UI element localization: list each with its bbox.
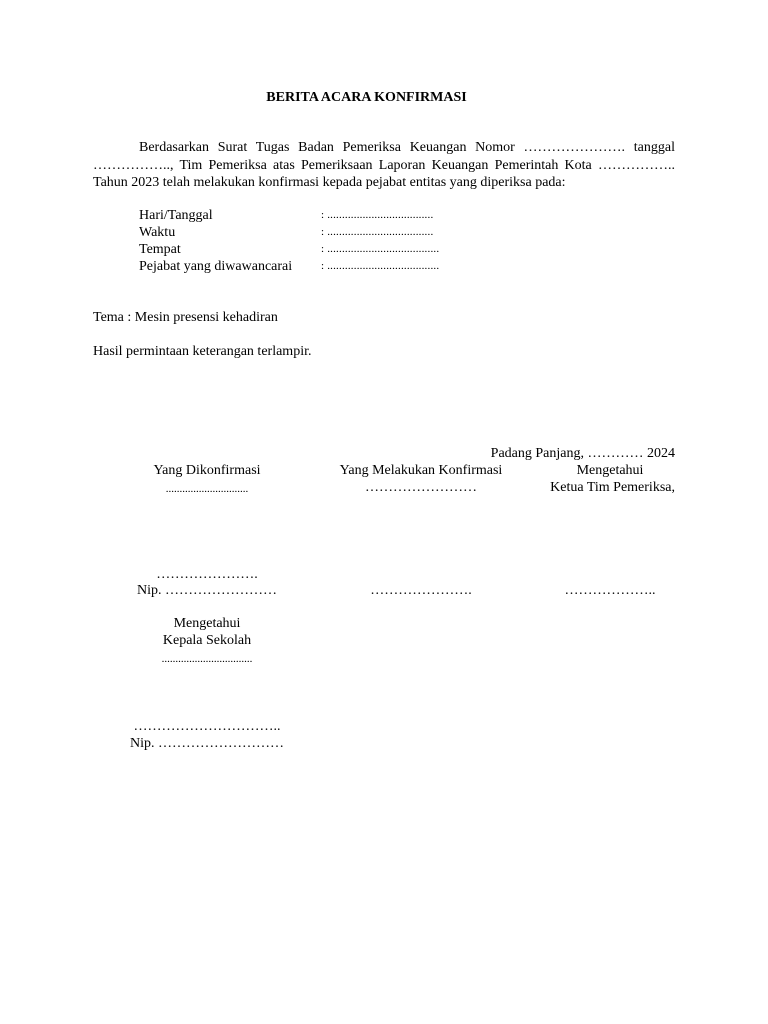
principal-subheading: Kepala Sekolah <box>162 633 252 648</box>
field-label-pejabat: Pejabat yang diwawancarai <box>139 259 293 274</box>
signature-name-dots-melakukan-konfirmasi: …………………… <box>365 480 477 495</box>
field-value-pejabat: : ...................................... <box>321 260 440 272</box>
field-label-tempat: Tempat <box>139 242 181 257</box>
signature-sign-dots-dikonfirmasi: …………………. <box>156 567 258 582</box>
document-title: BERITA ACARA KONFIRMASI <box>266 90 467 105</box>
signature-nip-dikonfirmasi: Nip. …………………… <box>137 583 277 598</box>
principal-sign-dots: ………………………….. <box>133 719 281 734</box>
place-date: Padang Panjang, ………… 2024 <box>490 446 675 461</box>
signature-sign-dots-melakukan-konfirmasi: …………………. <box>370 583 472 598</box>
principal-heading: Mengetahui <box>173 616 241 631</box>
signature-heading-mengetahui: Mengetahui <box>576 463 644 478</box>
signature-subheading-ketua-tim: Ketua Tim Pemeriksa, <box>550 480 675 495</box>
field-label-waktu: Waktu <box>139 225 176 240</box>
principal-name-dots: ................................. <box>161 653 253 665</box>
signature-heading-dikonfirmasi: Yang Dikonfirmasi <box>153 463 261 478</box>
field-value-hari-tanggal: : .................................... <box>321 209 434 221</box>
principal-nip: Nip. ……………………… <box>130 736 284 751</box>
hasil-line: Hasil permintaan keterangan terlampir. <box>93 344 312 359</box>
signature-name-dots-dikonfirmasi: .............................. <box>165 483 249 495</box>
signature-heading-melakukan-konfirmasi: Yang Melakukan Konfirmasi <box>339 463 503 478</box>
intro-line-1: Berdasarkan Surat Tugas Badan Pemeriksa Keuangan Nomor …………………. tanggal <box>139 140 675 155</box>
intro-line-3: Tahun 2023 telah melakukan konfirmasi kepada pejabat entitas yang diperiksa pada: <box>93 175 566 190</box>
field-label-hari-tanggal: Hari/Tanggal <box>139 208 213 223</box>
intro-paragraph <box>93 139 675 192</box>
field-value-waktu: : .................................... <box>321 226 434 238</box>
tema-line: Tema : Mesin presensi kehadiran <box>93 310 278 325</box>
signature-sign-dots-ketua-tim: ……………….. <box>564 583 656 598</box>
intro-line-2: …………….., Tim Pemeriksa atas Pemeriksaan Laporan Keuangan Pemerintah Kota …………….. <box>93 157 675 173</box>
field-value-tempat: : ...................................... <box>321 243 440 255</box>
